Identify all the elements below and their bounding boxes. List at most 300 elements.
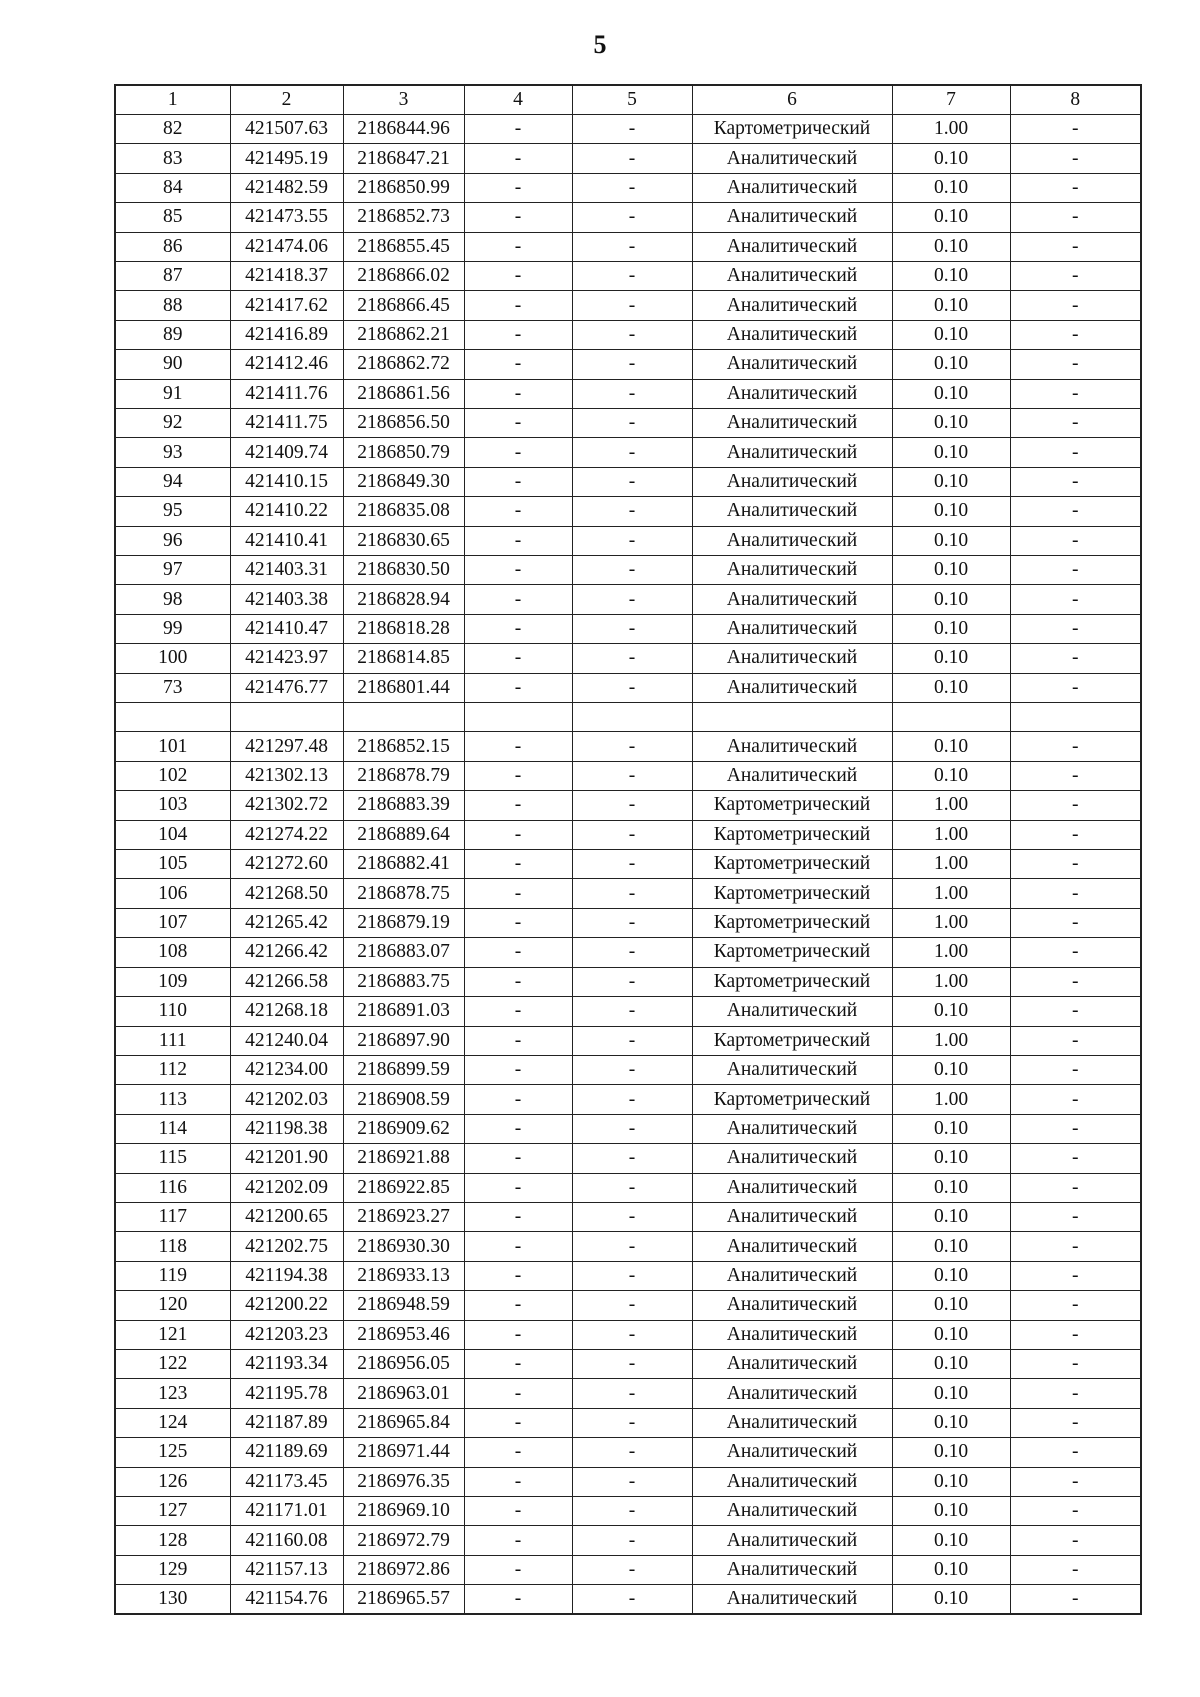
table-cell: - — [1010, 232, 1141, 261]
table-cell: 0.10 — [892, 1585, 1010, 1614]
table-row — [115, 585, 1141, 614]
table-cell: - — [572, 173, 692, 202]
table-cell: Аналитический — [692, 173, 892, 202]
table-cell: 421195.78 — [230, 1379, 343, 1408]
table-cell: - — [1010, 1379, 1141, 1408]
table-cell: - — [572, 526, 692, 555]
table-cell: - — [464, 850, 572, 879]
table-cell: - — [1010, 1585, 1141, 1614]
table-cell: 116 — [115, 1173, 230, 1202]
table-row — [115, 850, 1141, 879]
column-header: 3 — [343, 85, 464, 114]
table-cell: - — [464, 1467, 572, 1496]
table-cell: Аналитический — [692, 408, 892, 437]
table-cell: 82 — [115, 114, 230, 143]
table-cell: - — [1010, 1026, 1141, 1055]
table-cell: - — [464, 203, 572, 232]
table-cell: Аналитический — [692, 1291, 892, 1320]
table-cell: 421266.58 — [230, 967, 343, 996]
table-cell: 421194.38 — [230, 1261, 343, 1290]
table-cell: - — [572, 1349, 692, 1378]
table-cell: - — [1010, 614, 1141, 643]
page-number: 5 — [593, 30, 607, 59]
table-cell: - — [1010, 467, 1141, 496]
table-cell: 421411.75 — [230, 408, 343, 437]
table-cell: 0.10 — [892, 1497, 1010, 1526]
table-cell: - — [572, 497, 692, 526]
table-cell: 1.00 — [892, 908, 1010, 937]
table-cell: - — [1010, 1467, 1141, 1496]
table-cell: 0.10 — [892, 379, 1010, 408]
table-cell: - — [572, 1026, 692, 1055]
table-cell: 103 — [115, 791, 230, 820]
table-cell: - — [464, 732, 572, 761]
table-cell: - — [572, 320, 692, 349]
table-cell: - — [572, 467, 692, 496]
table-cell: 2186972.86 — [343, 1555, 464, 1584]
table-cell: 1.00 — [892, 114, 1010, 143]
table-row — [115, 144, 1141, 173]
table-cell: 0.10 — [892, 350, 1010, 379]
table-cell: 0.10 — [892, 673, 1010, 702]
table-cell: - — [572, 614, 692, 643]
table-cell: 2186852.15 — [343, 732, 464, 761]
table-row — [115, 556, 1141, 585]
table-cell: Аналитический — [692, 997, 892, 1026]
table-cell: 421202.03 — [230, 1085, 343, 1114]
table-row — [115, 879, 1141, 908]
table-cell: 108 — [115, 938, 230, 967]
table-cell: 421302.13 — [230, 761, 343, 790]
table-cell: Картометрический — [692, 850, 892, 879]
table-cell: - — [1010, 556, 1141, 585]
table-cell: - — [1010, 173, 1141, 202]
table-cell: 0.10 — [892, 1144, 1010, 1173]
table-cell: - — [1010, 438, 1141, 467]
table-row — [115, 761, 1141, 790]
table-row — [115, 1114, 1141, 1143]
table-cell — [115, 703, 230, 732]
table-cell: Картометрический — [692, 791, 892, 820]
table-row — [115, 438, 1141, 467]
table-cell: - — [1010, 1232, 1141, 1261]
table-cell: 2186801.44 — [343, 673, 464, 702]
table-cell: - — [1010, 585, 1141, 614]
table-cell: - — [1010, 761, 1141, 790]
table-row — [115, 291, 1141, 320]
table-row — [115, 614, 1141, 643]
table-cell: 2186844.96 — [343, 114, 464, 143]
table-cell: - — [1010, 408, 1141, 437]
table-cell: Аналитический — [692, 1408, 892, 1437]
table-cell: - — [464, 614, 572, 643]
table-cell: 0.10 — [892, 1232, 1010, 1261]
table-cell — [892, 703, 1010, 732]
table-row — [115, 1438, 1141, 1467]
table-cell: 0.10 — [892, 997, 1010, 1026]
table-cell: 0.10 — [892, 203, 1010, 232]
table-cell: 421495.19 — [230, 144, 343, 173]
table-cell: Картометрический — [692, 114, 892, 143]
table-cell: Аналитический — [692, 761, 892, 790]
table-cell: - — [572, 350, 692, 379]
table-row — [115, 938, 1141, 967]
table-cell: - — [1010, 1261, 1141, 1290]
table-cell: 0.10 — [892, 497, 1010, 526]
table-cell: 421240.04 — [230, 1026, 343, 1055]
table-cell: 86 — [115, 232, 230, 261]
table-cell: - — [572, 1408, 692, 1437]
table-cell: - — [1010, 1144, 1141, 1173]
table-row — [115, 408, 1141, 437]
table-cell: 1.00 — [892, 1026, 1010, 1055]
table-cell: - — [1010, 1291, 1141, 1320]
table-cell: Аналитический — [692, 144, 892, 173]
table-cell: Картометрический — [692, 967, 892, 996]
table-cell: 1.00 — [892, 967, 1010, 996]
table-row — [115, 1585, 1141, 1614]
table-cell: - — [572, 1114, 692, 1143]
table-cell: 94 — [115, 467, 230, 496]
table-cell: - — [572, 967, 692, 996]
table-row — [115, 467, 1141, 496]
table-cell: 421423.97 — [230, 644, 343, 673]
table-cell: 2186850.99 — [343, 173, 464, 202]
table-cell: 110 — [115, 997, 230, 1026]
table-cell: 129 — [115, 1555, 230, 1584]
table-cell: 2186856.50 — [343, 408, 464, 437]
coordinates-table — [114, 84, 1142, 1615]
table-cell: 0.10 — [892, 732, 1010, 761]
table-cell: 421268.50 — [230, 879, 343, 908]
table-cell: 0.10 — [892, 173, 1010, 202]
table-cell: 2186878.79 — [343, 761, 464, 790]
table-cell: 2186830.65 — [343, 526, 464, 555]
table-cell: 0.10 — [892, 467, 1010, 496]
table-cell: 2186883.39 — [343, 791, 464, 820]
table-cell: - — [572, 1555, 692, 1584]
table-cell: - — [464, 820, 572, 849]
table-cell: 421187.89 — [230, 1408, 343, 1437]
table-cell: Аналитический — [692, 1349, 892, 1378]
table-cell: 2186847.21 — [343, 144, 464, 173]
table-cell: - — [572, 1085, 692, 1114]
table-cell: - — [572, 908, 692, 937]
table-header-row — [115, 85, 1141, 114]
table-cell: 117 — [115, 1202, 230, 1231]
table-row — [115, 232, 1141, 261]
table-row — [115, 379, 1141, 408]
table-row — [115, 1555, 1141, 1584]
table-cell: - — [572, 1467, 692, 1496]
table-cell: - — [1010, 967, 1141, 996]
table-cell: Аналитический — [692, 232, 892, 261]
table-row — [115, 967, 1141, 996]
table-cell: 0.10 — [892, 1261, 1010, 1290]
table-cell: 127 — [115, 1497, 230, 1526]
table-cell: 421297.48 — [230, 732, 343, 761]
table-cell: 109 — [115, 967, 230, 996]
table-cell: - — [572, 1291, 692, 1320]
table-cell: Аналитический — [692, 1555, 892, 1584]
table-cell: 93 — [115, 438, 230, 467]
table-row — [115, 350, 1141, 379]
table-row — [115, 732, 1141, 761]
table-cell: - — [464, 938, 572, 967]
table-cell: - — [1010, 673, 1141, 702]
table-cell: 421410.47 — [230, 614, 343, 643]
table-cell: 2186878.75 — [343, 879, 464, 908]
table-cell: 2186969.10 — [343, 1497, 464, 1526]
table-cell: 421173.45 — [230, 1467, 343, 1496]
table-cell — [464, 703, 572, 732]
table-cell: 2186818.28 — [343, 614, 464, 643]
table-row — [115, 1291, 1141, 1320]
table-cell: 421474.06 — [230, 232, 343, 261]
table-cell: 97 — [115, 556, 230, 585]
table-cell: 0.10 — [892, 320, 1010, 349]
column-header: 2 — [230, 85, 343, 114]
table-cell: 0.10 — [892, 232, 1010, 261]
table-cell: 421202.75 — [230, 1232, 343, 1261]
table-cell: 2186891.03 — [343, 997, 464, 1026]
table-cell: 0.10 — [892, 526, 1010, 555]
table-cell: - — [464, 1261, 572, 1290]
table-cell: - — [572, 232, 692, 261]
table-row — [115, 1085, 1141, 1114]
table-cell: 421157.13 — [230, 1555, 343, 1584]
table-cell: 0.10 — [892, 1555, 1010, 1584]
table-cell: - — [1010, 791, 1141, 820]
table-cell: - — [464, 644, 572, 673]
table-cell: 421202.09 — [230, 1173, 343, 1202]
table-cell: - — [464, 1585, 572, 1614]
table-cell: 1.00 — [892, 791, 1010, 820]
table-row — [115, 1349, 1141, 1378]
table-cell: - — [1010, 1114, 1141, 1143]
column-header: 7 — [892, 85, 1010, 114]
table-cell: - — [572, 644, 692, 673]
table-cell: - — [464, 673, 572, 702]
table-cell: 0.10 — [892, 644, 1010, 673]
table-cell: 0.10 — [892, 291, 1010, 320]
table-cell: 85 — [115, 203, 230, 232]
table-cell: Аналитический — [692, 261, 892, 290]
table-cell: Аналитический — [692, 438, 892, 467]
table-cell — [230, 703, 343, 732]
table-cell: - — [572, 791, 692, 820]
table-cell: 0.10 — [892, 1467, 1010, 1496]
table-row — [115, 673, 1141, 702]
table-cell: - — [464, 585, 572, 614]
table-cell: 2186921.88 — [343, 1144, 464, 1173]
table-cell: 0.10 — [892, 1438, 1010, 1467]
table-cell: 2186883.75 — [343, 967, 464, 996]
table-row — [115, 526, 1141, 555]
table-row — [115, 1408, 1141, 1437]
table-cell: - — [464, 1526, 572, 1555]
table-cell: 100 — [115, 644, 230, 673]
table-cell: - — [572, 1144, 692, 1173]
table-cell: 115 — [115, 1144, 230, 1173]
table-cell: - — [464, 1379, 572, 1408]
table-cell: 0.10 — [892, 556, 1010, 585]
table-cell: - — [572, 1055, 692, 1084]
table-cell: Аналитический — [692, 556, 892, 585]
table-cell: Аналитический — [692, 1144, 892, 1173]
table-cell: - — [572, 114, 692, 143]
table-cell: 2186866.45 — [343, 291, 464, 320]
table-cell: - — [464, 879, 572, 908]
table-cell: 120 — [115, 1291, 230, 1320]
table-cell: - — [1010, 908, 1141, 937]
table-cell: Аналитический — [692, 1497, 892, 1526]
table-cell: 421234.00 — [230, 1055, 343, 1084]
table-cell: Аналитический — [692, 467, 892, 496]
table-cell: 0.10 — [892, 438, 1010, 467]
table-cell: 1.00 — [892, 820, 1010, 849]
table-cell: 104 — [115, 820, 230, 849]
table-cell: - — [572, 291, 692, 320]
table-cell: - — [464, 497, 572, 526]
table-cell — [572, 703, 692, 732]
table-row — [115, 997, 1141, 1026]
table-cell: Аналитический — [692, 732, 892, 761]
table-cell: - — [1010, 114, 1141, 143]
table-cell: - — [572, 1173, 692, 1202]
table-cell: - — [1010, 997, 1141, 1026]
table-cell: 421411.76 — [230, 379, 343, 408]
table-cell: Аналитический — [692, 1173, 892, 1202]
table-cell: 91 — [115, 379, 230, 408]
table-cell: 2186953.46 — [343, 1320, 464, 1349]
table-cell: 421507.63 — [230, 114, 343, 143]
table-cell: - — [1010, 497, 1141, 526]
table-cell: 2186948.59 — [343, 1291, 464, 1320]
table-cell: - — [572, 1202, 692, 1231]
table-row — [115, 203, 1141, 232]
table-cell: - — [464, 1085, 572, 1114]
table-cell: - — [464, 1555, 572, 1584]
table-cell: 83 — [115, 144, 230, 173]
table-cell: - — [1010, 1173, 1141, 1202]
table-cell: - — [572, 1261, 692, 1290]
table-cell: 2186883.07 — [343, 938, 464, 967]
table-cell: 123 — [115, 1379, 230, 1408]
table-cell: - — [464, 1408, 572, 1437]
table-cell: - — [464, 908, 572, 937]
table-cell: 421473.55 — [230, 203, 343, 232]
table-cell: - — [464, 1291, 572, 1320]
table-cell: - — [572, 144, 692, 173]
table-cell: 2186861.56 — [343, 379, 464, 408]
table-cell: Картометрический — [692, 1026, 892, 1055]
table-cell: - — [464, 438, 572, 467]
table-cell: - — [572, 379, 692, 408]
table-cell: - — [572, 997, 692, 1026]
table-cell: Аналитический — [692, 350, 892, 379]
table-cell: Аналитический — [692, 1261, 892, 1290]
table-cell: 421412.46 — [230, 350, 343, 379]
table-cell: 101 — [115, 732, 230, 761]
table-row — [115, 1026, 1141, 1055]
table-cell: Картометрический — [692, 820, 892, 849]
table-cell: - — [572, 1438, 692, 1467]
column-header: 6 — [692, 85, 892, 114]
table-cell: 2186930.30 — [343, 1232, 464, 1261]
table-cell: 0.10 — [892, 144, 1010, 173]
table-cell: 0.10 — [892, 1526, 1010, 1555]
table-cell: 2186862.72 — [343, 350, 464, 379]
table-cell: 2186922.85 — [343, 1173, 464, 1202]
table-cell: Аналитический — [692, 614, 892, 643]
table-cell: 2186899.59 — [343, 1055, 464, 1084]
table-cell: 112 — [115, 1055, 230, 1084]
table-cell: 87 — [115, 261, 230, 290]
table-cell: 0.10 — [892, 1320, 1010, 1349]
table-cell: - — [1010, 1320, 1141, 1349]
table-cell: - — [464, 967, 572, 996]
table-cell: 2186909.62 — [343, 1114, 464, 1143]
table-cell: - — [464, 467, 572, 496]
table-cell: - — [1010, 820, 1141, 849]
table-cell: - — [1010, 1408, 1141, 1437]
column-header: 4 — [464, 85, 572, 114]
table-cell — [1010, 703, 1141, 732]
table-row — [115, 261, 1141, 290]
table-cell: - — [464, 1114, 572, 1143]
table-cell: 421203.23 — [230, 1320, 343, 1349]
table-cell: - — [572, 1320, 692, 1349]
table-cell: 2186971.44 — [343, 1438, 464, 1467]
table-cell: - — [464, 291, 572, 320]
table-cell: Аналитический — [692, 526, 892, 555]
table-cell: - — [1010, 1349, 1141, 1378]
table-row — [115, 173, 1141, 202]
table-row — [115, 114, 1141, 143]
table-cell: 99 — [115, 614, 230, 643]
table-row — [115, 908, 1141, 937]
table-cell: 106 — [115, 879, 230, 908]
table-cell: - — [572, 879, 692, 908]
table-cell: 421265.42 — [230, 908, 343, 937]
table-cell: - — [572, 585, 692, 614]
table-cell: - — [1010, 1526, 1141, 1555]
table-cell: 126 — [115, 1467, 230, 1496]
table-cell: Аналитический — [692, 1114, 892, 1143]
table-cell: - — [1010, 1055, 1141, 1084]
table-cell: 421272.60 — [230, 850, 343, 879]
table-cell: 73 — [115, 673, 230, 702]
table-cell: - — [1010, 261, 1141, 290]
table-cell: - — [464, 173, 572, 202]
table-cell: 90 — [115, 350, 230, 379]
column-header: 1 — [115, 85, 230, 114]
table-cell: - — [464, 1055, 572, 1084]
table-cell: 122 — [115, 1349, 230, 1378]
table-cell: - — [1010, 938, 1141, 967]
table-cell: 2186976.35 — [343, 1467, 464, 1496]
table-cell: - — [572, 1526, 692, 1555]
table-cell: 113 — [115, 1085, 230, 1114]
table-cell: 128 — [115, 1526, 230, 1555]
table-cell — [343, 703, 464, 732]
table-cell: 2186882.41 — [343, 850, 464, 879]
table-row — [115, 1379, 1141, 1408]
table-cell: 119 — [115, 1261, 230, 1290]
table-cell: 2186828.94 — [343, 585, 464, 614]
table-row — [115, 1232, 1141, 1261]
